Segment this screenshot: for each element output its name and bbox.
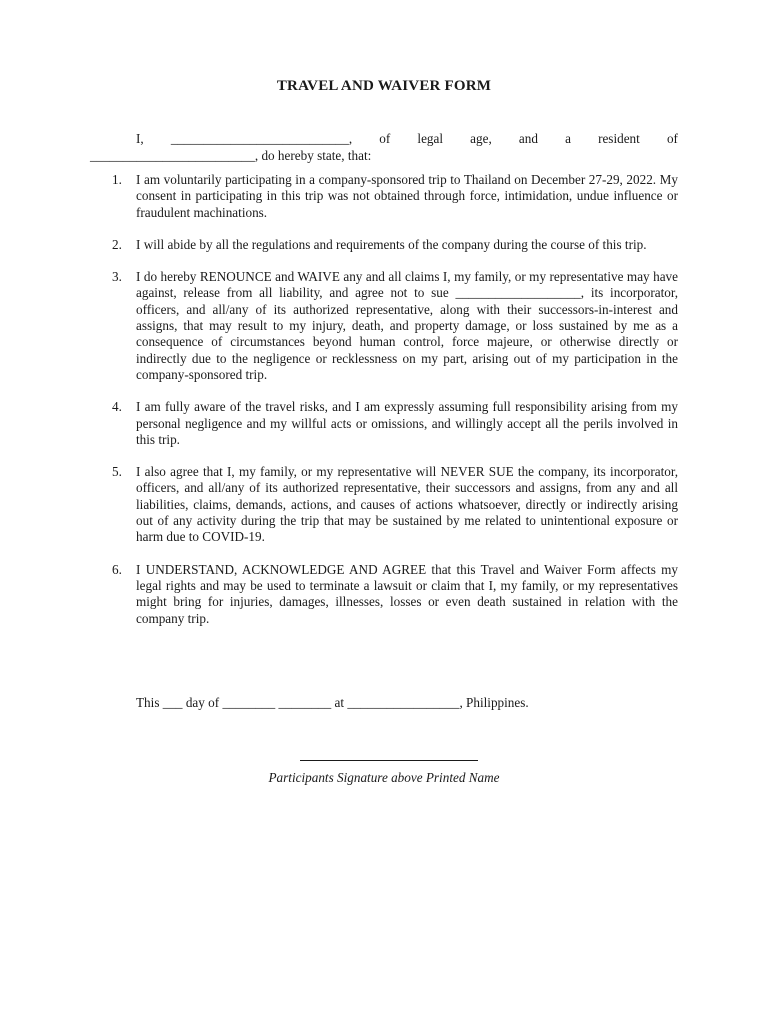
date-place-line: This ___ day of ________ ________ at _________________, Philippines. bbox=[136, 695, 529, 710]
waiver-clause bbox=[90, 269, 678, 383]
clause-number: 4. bbox=[112, 399, 122, 415]
clause-number: 2. bbox=[112, 236, 122, 252]
intro-word: of bbox=[379, 131, 391, 146]
intro-word: a bbox=[565, 131, 571, 146]
clause-text: I am fully aware of the travel risks, and I am expressly assuming full responsibility arising from my personal negligence and my willful acts or omissions, and willingly accept all the perils involved in this trip. bbox=[136, 399, 678, 447]
waiver-clauses-list bbox=[90, 172, 678, 643]
clause-text: I do hereby RENOUNCE and WAIVE any and all claims I, my family, or my representative may have against, release from all liability, and agree not to sue ___________________, its incorporator, officers, and all/any of its authorized representative, along with their successors-in-interest and assigns, that may result to my injury, death, and property damage, or loss sustained by me as a consequence of circumstances beyond human control, force majeure, or otherwise directly or indirectly due to the negligence or recklessness on my part, arising out of my participation in the company-sponsored trip. bbox=[136, 269, 678, 382]
waiver-clause bbox=[90, 562, 678, 627]
intro-paragraph bbox=[90, 130, 678, 164]
intro-word: and bbox=[518, 131, 538, 146]
name-blank: ___________________________, bbox=[170, 131, 353, 146]
intro-line-2: _________________________, do hereby state, that: bbox=[90, 148, 372, 163]
clause-number: 1. bbox=[112, 172, 122, 187]
intro-word: of bbox=[666, 131, 678, 146]
signature-caption: Participants Signature above Printed Name bbox=[268, 770, 500, 785]
document-title: TRAVEL AND WAIVER FORM bbox=[276, 78, 492, 94]
waiver-clause bbox=[90, 237, 678, 253]
intro-word: resident bbox=[598, 131, 640, 146]
intro-line-1 bbox=[90, 130, 678, 147]
clause-text: I will abide by all the regulations and requirements of the company during the course of this trip. bbox=[136, 236, 647, 252]
clause-number: 6. bbox=[112, 561, 122, 577]
intro-word: legal bbox=[417, 131, 444, 146]
clause-text: I am voluntarily participating in a company-sponsored trip to Thailand on December 27-29, 2022. My consent in participating in this trip was not obtained through force, intimidation, undue influence or fraudulent machinations. bbox=[136, 172, 678, 220]
clause-text: I UNDERSTAND, ACKNOWLEDGE AND AGREE that this Travel and Waiver Form affects my legal rights and may be used to terminate a lawsuit or claim that I, my family, or my representatives might bring for injuries, damages, illnesses, losses or even death sustained in relation with the company trip. bbox=[136, 561, 678, 626]
intro-word: age, bbox=[470, 131, 492, 146]
waiver-clause bbox=[90, 464, 678, 545]
waiver-clause bbox=[90, 172, 678, 221]
intro-word: I, bbox=[136, 131, 144, 146]
waiver-clause bbox=[90, 399, 678, 448]
clause-number: 3. bbox=[112, 269, 122, 285]
clause-number: 5. bbox=[112, 464, 122, 480]
signature-line bbox=[300, 760, 478, 761]
clause-text: I also agree that I, my family, or my representative will NEVER SUE the company, its incorporator, officers, and all/any of its authorized representative, their successors and assigns, from any and all liabilities, claims, demands, actions, and causes of actions whatsoever, directly or indirectly arising out of any activity during the trip that may be sustained by me related to unintentional exposure or harm due to COVID-19. bbox=[136, 464, 678, 545]
